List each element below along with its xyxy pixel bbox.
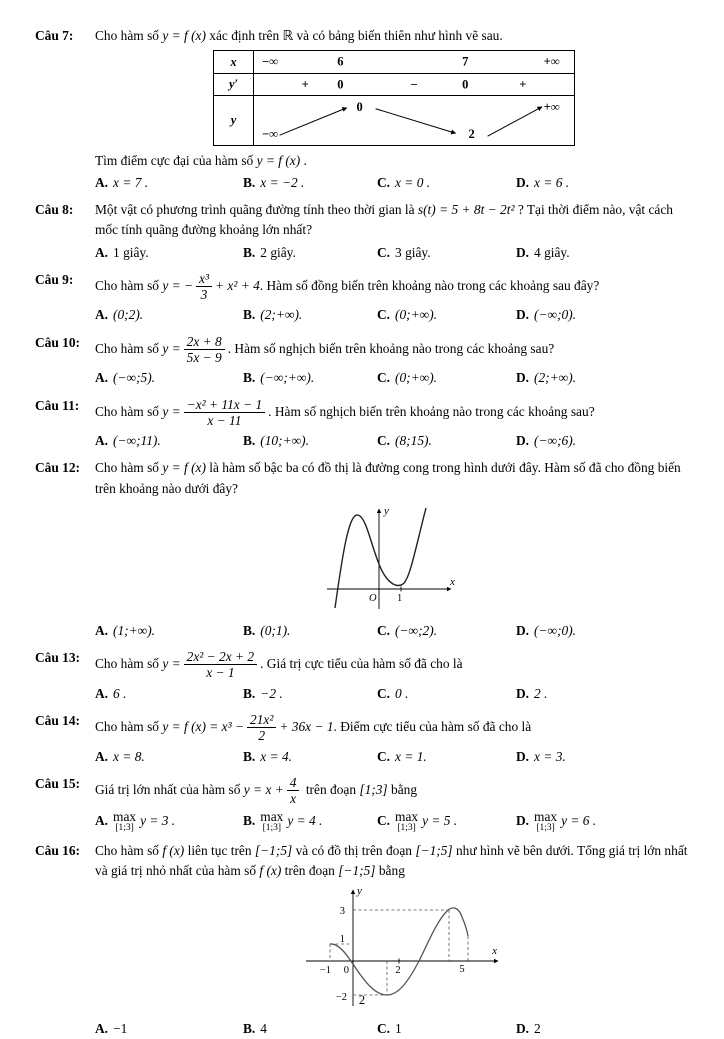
option-letter: D. — [516, 244, 530, 260]
stem-text: Cho hàm số — [95, 842, 163, 858]
max-subscript: [1;3] — [397, 822, 416, 833]
bbt-y-values — [254, 96, 574, 145]
option-value: x = 0 . — [395, 175, 431, 191]
stem-text: . Hàm số nghịch biến trên khoảng nào trong các khoảng sau? — [227, 340, 555, 356]
option-value: x = 1. — [395, 748, 427, 764]
options-row — [95, 368, 690, 388]
stem-text: . Hàm số đồng biến trên khoảng nào trong các khoảng sau đây? — [259, 277, 600, 293]
option-d — [516, 368, 690, 388]
option-value: (−∞;11). — [113, 433, 161, 449]
option-value: (2;+∞). — [260, 307, 303, 323]
options-row — [95, 173, 690, 193]
bbt-value: +∞ — [543, 54, 560, 69]
max-subscript: [1;3] — [115, 822, 134, 833]
question-15-stem — [95, 774, 690, 808]
option-letter: D. — [516, 307, 530, 323]
option-letter: A. — [95, 748, 109, 764]
option-letter: A. — [95, 1020, 109, 1036]
option-a — [95, 173, 243, 193]
bbt-arrows — [254, 96, 574, 145]
option-letter: D. — [516, 685, 530, 701]
question-9 — [35, 270, 690, 326]
stem-text: trên đoạn — [302, 781, 360, 797]
cubic-graph — [319, 501, 690, 619]
option-letter: C. — [377, 812, 391, 828]
option-a — [95, 684, 243, 704]
option-d — [516, 621, 690, 641]
math-expression: [1;3] — [359, 781, 388, 797]
bbt-x-values — [254, 51, 574, 73]
option-d — [516, 1019, 690, 1039]
option-letter: B. — [243, 433, 256, 449]
option-value: (8;15). — [395, 433, 432, 449]
fraction — [184, 649, 257, 681]
option-value: 2 — [534, 1020, 541, 1036]
bbt-header-y: y — [214, 96, 254, 145]
option-letter: C. — [377, 370, 391, 386]
option-a — [95, 747, 243, 767]
option-a — [95, 431, 243, 451]
option-value: 6 . — [113, 685, 127, 701]
option-letter: C. — [377, 433, 391, 449]
math-expression: f (x) — [259, 862, 282, 878]
options-row — [95, 431, 690, 451]
max-operator — [260, 810, 283, 834]
max-subscript: [1;3] — [536, 822, 555, 833]
question-7 — [35, 26, 690, 193]
stem-text: . — [300, 153, 307, 169]
options-row — [95, 747, 690, 767]
question-8-body — [95, 200, 690, 262]
origin-label: O — [369, 592, 377, 604]
option-c — [377, 810, 516, 834]
cubic-curve — [335, 508, 426, 608]
option-letter: A. — [95, 622, 109, 638]
fraction-denominator: x − 1 — [206, 665, 235, 681]
option-value: x = 4. — [260, 748, 292, 764]
option-value: 4 — [260, 1020, 267, 1036]
stem-text: Một vật có phương trình quãng đường tính theo thời gian là — [95, 202, 418, 218]
x-axis-label: x — [450, 575, 455, 588]
math-expression: + 36x − 1 — [279, 718, 334, 734]
fraction-denominator: 3 — [200, 287, 208, 303]
stem-text: ? Tại thời điểm nào, vật cách mốc tính quãng đường khoảng lớn nhất? — [95, 202, 674, 238]
question-14 — [35, 711, 690, 767]
option-value: (0;1). — [260, 622, 291, 638]
math-expression: y = — [162, 655, 181, 671]
page-number: 2 — [358, 993, 366, 1008]
option-value: 3 giây. — [395, 244, 431, 260]
question-10-label: Câu 10: — [35, 334, 81, 350]
question-13-stem — [95, 648, 690, 682]
fraction-numerator: 21x² — [247, 712, 276, 728]
math-expression: + x² + 4 — [215, 277, 260, 293]
y-axis-label: y — [384, 504, 389, 517]
fraction-denominator: 5x − 9 — [186, 349, 222, 365]
option-b — [243, 747, 377, 767]
question-10-body — [95, 333, 690, 389]
y-axis-label: y — [357, 884, 362, 897]
option-b — [243, 1019, 377, 1039]
stem-text: . Điểm cực tiểu của hàm số đã cho là — [333, 718, 532, 734]
max-operator — [113, 810, 136, 834]
bbt-extremum: 0 — [356, 100, 363, 115]
bbt-row-yprime — [214, 73, 574, 95]
x-tick-label: 1 — [397, 592, 403, 604]
options-row — [95, 1019, 690, 1039]
stem-text: liên tục trên — [184, 842, 255, 858]
option-value: x = 6 . — [534, 175, 570, 191]
option-value: (−∞;6). — [534, 433, 577, 449]
option-letter: C. — [377, 307, 391, 323]
stem-text: là hàm số bậc ba có đồ thị là đường cong trong hình dưới đây. Hàm số đã cho đồng biến trên khoảng nào dưới đây? — [95, 460, 681, 496]
option-value: 2 . — [534, 685, 548, 701]
question-9-body — [95, 270, 690, 326]
option-value: (−∞;5). — [113, 370, 156, 386]
math-expression: y = — [162, 403, 181, 419]
option-b — [243, 243, 377, 263]
question-12 — [35, 458, 690, 640]
option-letter: B. — [243, 370, 256, 386]
y-tick-1: 1 — [339, 933, 345, 945]
x-tick-5: 5 — [459, 963, 465, 975]
fraction-numerator: −x² + 11x − 1 — [184, 397, 266, 413]
question-8-stem — [95, 200, 690, 240]
option-letter: A. — [95, 370, 109, 386]
max-word: max — [534, 808, 558, 824]
option-value: (0;+∞). — [395, 370, 438, 386]
option-letter: A. — [95, 812, 109, 828]
max-word: max — [395, 808, 419, 824]
stem-text: và có đồ thị trên đoạn — [292, 842, 416, 858]
max-operator — [534, 810, 557, 834]
math-expression: y = f (x) — [256, 153, 301, 169]
option-d — [516, 173, 690, 193]
question-11-body — [95, 396, 690, 452]
bbt-sign: + — [519, 77, 527, 92]
question-14-label: Câu 14: — [35, 712, 81, 728]
option-a — [95, 243, 243, 263]
option-letter: D. — [516, 433, 530, 449]
stem-text: Cho hàm số — [95, 277, 163, 293]
option-letter: D. — [516, 370, 530, 386]
options-row — [95, 621, 690, 641]
option-letter: A. — [95, 244, 109, 260]
stem-text: bằng — [387, 781, 418, 797]
fraction — [287, 775, 300, 807]
fraction-denominator: x − 11 — [207, 412, 242, 428]
option-value: y = 5 . — [422, 812, 458, 828]
question-12-body — [95, 458, 690, 640]
fraction — [247, 712, 276, 744]
stem-text: như hình vẽ bên dưới. Tổng giá trị lớn nhất và giá trị nhỏ nhất của hàm số — [95, 842, 688, 878]
option-letter: D. — [516, 1020, 530, 1036]
question-9-stem — [95, 270, 690, 304]
question-8-label: Câu 8: — [35, 202, 74, 218]
option-c — [377, 747, 516, 767]
option-value: (−∞;0). — [534, 622, 577, 638]
question-13-label: Câu 13: — [35, 649, 81, 665]
option-letter: B. — [243, 812, 256, 828]
question-13-body — [95, 648, 690, 704]
option-value: y = 3 . — [140, 812, 176, 828]
fraction-denominator: 2 — [258, 728, 266, 744]
math-expression: [−1;5] — [254, 842, 293, 858]
option-letter: B. — [243, 307, 256, 323]
math-expression: y = f (x) — [162, 28, 206, 43]
fraction-numerator: 4 — [287, 775, 300, 791]
stem-text: . Hàm số nghịch biến trên khoảng nào trong các khoảng sau? — [268, 403, 595, 419]
option-value: −1 — [113, 1020, 128, 1036]
option-value: (−∞;0). — [534, 307, 577, 323]
option-a — [95, 810, 243, 834]
fraction — [196, 271, 212, 303]
stem-text: Cho hàm số — [95, 655, 163, 671]
math-expression: y = − — [162, 277, 194, 293]
option-value: −2 . — [260, 685, 283, 701]
math-expression: y = f (x) — [162, 460, 206, 476]
fraction-numerator: 2x² − 2x + 2 — [184, 649, 257, 665]
option-c — [377, 243, 516, 263]
question-11-stem — [95, 396, 690, 430]
function-curve — [330, 905, 468, 995]
bbt-value: −∞ — [261, 54, 279, 69]
option-letter: A. — [95, 685, 109, 701]
math-expression: y = x + — [243, 781, 284, 797]
bbt-sign: 0 — [462, 77, 469, 92]
bbt-sign: − — [410, 77, 418, 92]
stem-text: xác định trên ℝ và có bảng biến thiên như hình vẽ sau. — [205, 28, 503, 43]
option-d — [516, 747, 690, 767]
stem-text: bằng — [375, 862, 405, 878]
option-letter: C. — [377, 175, 391, 191]
math-expression: f (x) — [162, 842, 185, 858]
question-11-label: Câu 11: — [35, 397, 80, 413]
stem-text: Cho hàm số — [95, 403, 163, 419]
option-letter: B. — [243, 748, 256, 764]
stem-text: . Giá trị cực tiểu của hàm số đã cho là — [260, 655, 463, 671]
question-15-label: Câu 15: — [35, 775, 81, 791]
option-c — [377, 431, 516, 451]
option-value: 2 giây. — [260, 244, 296, 260]
fraction-numerator: 2x + 8 — [184, 334, 225, 350]
option-b — [243, 368, 377, 388]
option-value: (1;+∞). — [113, 622, 156, 638]
option-b — [243, 621, 377, 641]
option-value: (−∞;+∞). — [260, 370, 315, 386]
max-operator — [395, 810, 418, 834]
question-8 — [35, 200, 690, 262]
option-value: 1 giây. — [113, 244, 149, 260]
fraction — [184, 334, 225, 366]
option-value: x = −2 . — [260, 175, 305, 191]
bbt-row-x — [214, 51, 574, 73]
stem-text: trên đoạn — [281, 862, 339, 878]
stem-text: Cho hàm số — [95, 460, 163, 476]
options-row — [95, 684, 690, 704]
option-letter: C. — [377, 748, 391, 764]
bbt-header-x: x — [214, 51, 254, 73]
option-letter: A. — [95, 175, 109, 191]
option-value: 1 — [395, 1020, 402, 1036]
option-letter: A. — [95, 433, 109, 449]
option-value: x = 3. — [534, 748, 566, 764]
question-10-stem — [95, 333, 690, 367]
option-letter: D. — [516, 622, 530, 638]
max-word: max — [113, 808, 137, 824]
option-a — [95, 1019, 243, 1039]
option-value: y = 6 . — [561, 812, 597, 828]
x-tick-minus1: −1 — [319, 964, 331, 976]
question-15 — [35, 774, 690, 834]
question-12-label: Câu 12: — [35, 460, 81, 476]
option-c — [377, 305, 516, 325]
x-tick-2: 2 — [395, 964, 401, 976]
math-expression: y = — [162, 340, 181, 356]
option-c — [377, 1019, 516, 1039]
question-7-stem — [95, 26, 690, 46]
y-tick-3: 3 — [339, 905, 345, 917]
option-letter: C. — [377, 685, 391, 701]
max-word: max — [260, 808, 284, 824]
question-7-prompt — [95, 151, 690, 171]
bbt-extremum: 2 — [468, 127, 475, 142]
stem-text: Cho hàm số — [95, 718, 163, 734]
question-7-label: Câu 7: — [35, 28, 74, 43]
option-d — [516, 431, 690, 451]
stem-text: Cho hàm số — [95, 340, 163, 356]
option-value: y = 4 . — [287, 812, 323, 828]
option-value: (0;+∞). — [395, 307, 438, 323]
option-b — [243, 810, 377, 834]
option-value: (−∞;2). — [395, 622, 438, 638]
option-value: (0;2). — [113, 307, 144, 323]
options-row — [95, 810, 690, 834]
option-letter: B. — [243, 175, 256, 191]
option-d — [516, 305, 690, 325]
question-12-stem — [95, 458, 690, 498]
option-value: 0 . — [395, 685, 409, 701]
bbt-limit: +∞ — [543, 100, 560, 115]
stem-text: Tìm điểm cực đại của hàm số — [95, 153, 257, 169]
option-c — [377, 368, 516, 388]
option-letter: A. — [95, 307, 109, 323]
option-value: 4 giây. — [534, 244, 570, 260]
option-d — [516, 810, 690, 834]
bbt-yprime-values — [254, 74, 574, 95]
question-16-label: Câu 16: — [35, 842, 81, 858]
question-9-label: Câu 9: — [35, 271, 74, 287]
math-expression: y = f (x) = x³ − — [162, 718, 245, 734]
math-expression: [−1;5] — [415, 842, 453, 858]
option-c — [377, 173, 516, 193]
option-value: (10;+∞). — [260, 433, 309, 449]
option-letter: C. — [377, 622, 391, 638]
options-row — [95, 305, 690, 325]
question-14-stem — [95, 711, 690, 745]
math-expression: [−1;5] — [338, 862, 376, 878]
option-a — [95, 305, 243, 325]
question-14-body — [95, 711, 690, 767]
option-b — [243, 305, 377, 325]
option-d — [516, 684, 690, 704]
bbt-value: 6 — [337, 54, 344, 69]
option-value: x = 8. — [113, 748, 145, 764]
bbt-row-y — [214, 95, 574, 145]
option-letter: D. — [516, 748, 530, 764]
fraction-denominator: x — [290, 791, 297, 807]
max-subscript: [1;3] — [262, 822, 282, 833]
option-c — [377, 684, 516, 704]
option-letter: C. — [377, 1020, 391, 1036]
option-a — [95, 368, 243, 388]
option-a — [95, 621, 243, 641]
y-tick-minus2: −2 — [335, 991, 347, 1003]
option-letter: B. — [243, 622, 256, 638]
option-d — [516, 243, 690, 263]
option-letter: C. — [377, 244, 391, 260]
question-7-body — [95, 26, 690, 193]
stem-text: Cho hàm số — [95, 28, 163, 43]
option-letter: B. — [243, 244, 256, 260]
stem-text: Giá trị lớn nhất của hàm số — [95, 781, 244, 797]
option-letter: D. — [516, 175, 530, 191]
cubic-graph-svg — [319, 501, 459, 613]
option-b — [243, 431, 377, 451]
question-16-stem — [95, 841, 690, 881]
question-10 — [35, 333, 690, 389]
fraction-numerator: x³ — [196, 271, 212, 287]
option-value: (2;+∞). — [534, 370, 577, 386]
origin-label: 0 — [343, 964, 349, 976]
bbt-limit: −∞ — [261, 127, 279, 142]
math-expression: s(t) = 5 + 8t − 2t² — [417, 202, 515, 218]
option-b — [243, 684, 377, 704]
x-axis-label: x — [492, 944, 497, 957]
bbt-header-yprime: y′ — [214, 74, 254, 95]
option-letter: B. — [243, 1020, 256, 1036]
variation-table — [213, 50, 575, 146]
option-value: x = 7 . — [113, 175, 149, 191]
question-15-body — [95, 774, 690, 834]
option-letter: D. — [516, 812, 530, 828]
question-11 — [35, 396, 690, 452]
option-c — [377, 621, 516, 641]
bbt-value: 7 — [462, 54, 469, 69]
question-13 — [35, 648, 690, 704]
bbt-sign: + — [301, 77, 309, 92]
options-row — [95, 243, 690, 263]
option-letter: B. — [243, 685, 256, 701]
fraction — [184, 397, 266, 429]
option-b — [243, 173, 377, 193]
bbt-sign: 0 — [337, 77, 344, 92]
